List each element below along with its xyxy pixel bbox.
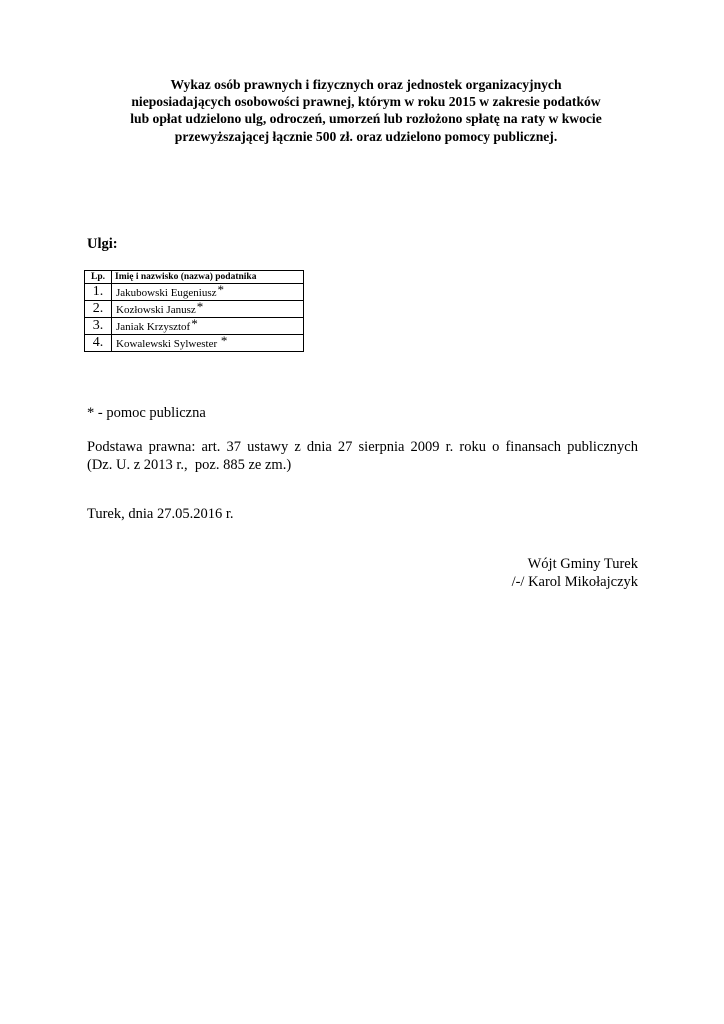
public-aid-mark: * <box>220 333 228 348</box>
document-title <box>90 76 642 145</box>
place-and-date: Turek, dnia 27.05.2016 r. <box>87 506 234 522</box>
taxpayer-name: Kozłowski Janusz <box>116 304 196 316</box>
legal-basis-line-2: (Dz. U. z 2013 r., poz. 885 ze zm.) <box>87 456 292 473</box>
legal-basis-line-1: Podstawa prawna: art. 37 ustawy z dnia 27 sierpnia 2009 r. roku o finansach publicznych <box>87 439 638 455</box>
public-aid-mark: * <box>191 316 198 331</box>
column-header-lp: Lp. <box>85 271 112 284</box>
table-header-row <box>85 271 304 284</box>
taxpayer-name-cell <box>112 318 304 335</box>
public-aid-note: * - pomoc publiczna <box>87 405 206 421</box>
table-row <box>85 284 304 301</box>
row-number: 1. <box>85 284 112 301</box>
signature-block <box>512 556 638 591</box>
public-aid-mark: * <box>217 282 225 297</box>
public-aid-mark: * <box>196 299 204 314</box>
taxpayer-name-cell <box>112 284 304 301</box>
title-line-3: lub opłat udzielono ulg, odroczeń, umorzeń lub rozłożono spłatę na raty w kwocie <box>130 111 602 127</box>
signatory-name: /-/ Karol Mikołajczyk <box>511 573 638 590</box>
row-number: 4. <box>85 335 112 352</box>
column-header-name: Imię i nazwisko (nazwa) podatnika <box>112 271 304 284</box>
table-row <box>85 335 304 352</box>
title-line-2: nieposiadających osobowości prawnej, którym w roku 2015 w zakresie podatków <box>131 94 601 110</box>
taxpayer-name: Kowalewski Sylwester <box>116 338 220 350</box>
taxpayer-name: Janiak Krzysztof <box>116 321 191 333</box>
row-number: 2. <box>85 301 112 318</box>
taxpayer-name: Jakubowski Eugeniusz <box>116 287 217 299</box>
taxpayer-table <box>84 270 304 352</box>
title-line-1: Wykaz osób prawnych i fizycznych oraz jednostek organizacyjnych <box>170 77 562 92</box>
taxpayer-name-cell <box>112 335 304 352</box>
table-row <box>85 318 304 335</box>
legal-basis <box>87 439 638 474</box>
section-heading-ulgi: Ulgi: <box>87 236 118 252</box>
taxpayer-name-cell <box>112 301 304 318</box>
signatory-position: Wójt Gminy Turek <box>527 556 638 572</box>
title-line-4: przewyższającej łącznie 500 zł. oraz udzielono pomocy publicznej. <box>174 128 558 144</box>
row-number: 3. <box>85 318 112 335</box>
table-row <box>85 301 304 318</box>
